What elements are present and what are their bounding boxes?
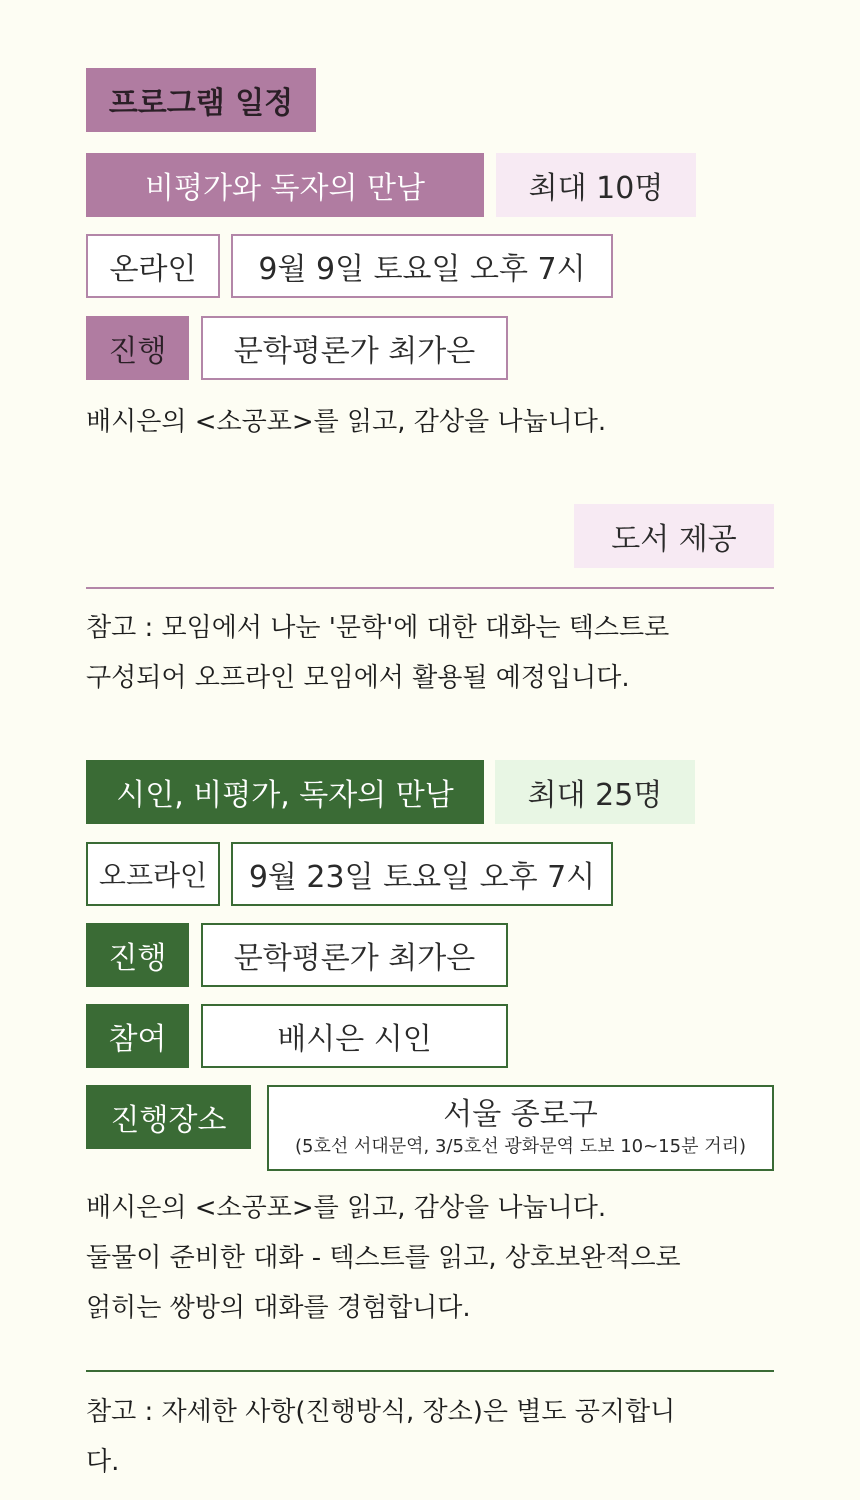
program1-datetime: 9월 9일 토요일 오후 7시	[231, 234, 613, 298]
program2-description-line: 배시은의 <소공포>를 읽고, 감상을 나눕니다.	[86, 1193, 607, 1223]
program1-divider	[86, 587, 774, 589]
program2-guest-label: 참여	[86, 1004, 189, 1068]
program1-host-label: 진행	[86, 316, 189, 380]
program2-description-line: 둘물이 준비한 대화 - 텍스트를 읽고, 상호보완적으로	[86, 1243, 681, 1273]
program1-capacity: 최대 10명	[496, 153, 696, 217]
program1-description: 배시은의 <소공포>를 읽고, 감상을 나눕니다.	[86, 407, 607, 437]
program2-description-line: 얽히는 쌍방의 대화를 경험합니다.	[86, 1293, 471, 1323]
program1-title: 비평가와 독자의 만남	[86, 153, 484, 217]
program1-note-line: 구성되어 오프라인 모임에서 활용될 예정입니다.	[86, 663, 630, 693]
program2-datetime: 9월 23일 토요일 오후 7시	[231, 842, 613, 906]
book-provided-badge: 도서 제공	[574, 504, 774, 568]
program2-divider	[86, 1370, 774, 1372]
venue-main-text: 서울 종로구	[443, 1097, 598, 1133]
program2-host-label: 진행	[86, 923, 189, 987]
program2-title: 시인, 비평가, 독자의 만남	[86, 760, 484, 824]
program2-guest-value: 배시은 시인	[201, 1004, 508, 1068]
program2-capacity: 최대 25명	[495, 760, 695, 824]
program2-mode: 오프라인	[86, 842, 220, 906]
venue-sub-text: (5호선 서대문역, 3/5호선 광화문역 도보 10~15분 거리)	[294, 1135, 746, 1157]
program2-venue-label: 진행장소	[86, 1085, 251, 1149]
program2-host-value: 문학평론가 최가은	[201, 923, 508, 987]
program1-note-line: 참고 : 모임에서 나눈 '문학'에 대한 대화는 텍스트로	[86, 613, 670, 643]
program2-note-line: 다.	[86, 1447, 120, 1477]
program2-venue	[267, 1085, 774, 1171]
program1-host-value: 문학평론가 최가은	[201, 316, 508, 380]
program2-note-line: 참고 : 자세한 사항(진행방식, 장소)은 별도 공지합니	[86, 1397, 676, 1427]
program1-mode: 온라인	[86, 234, 220, 298]
program-schedule-title: 프로그램 일정	[86, 68, 316, 132]
